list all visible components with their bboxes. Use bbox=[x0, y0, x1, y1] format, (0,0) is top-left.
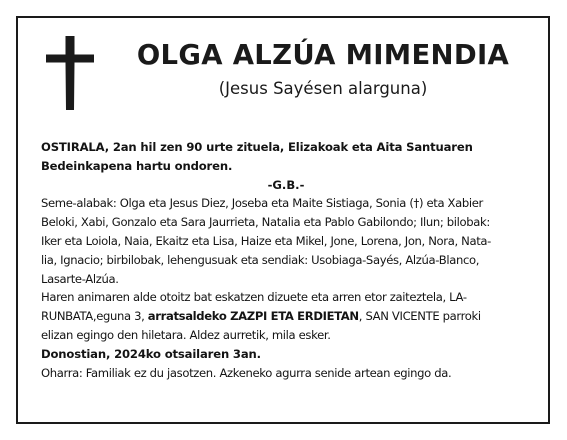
notice-body bbox=[41, 138, 531, 382]
family-line: Lasarte-Alzúa. bbox=[41, 271, 119, 286]
prayer-line: Haren animaren alde otoitz bat eskatzen dizuete eta arren etor zaiteztela, LA- bbox=[41, 290, 467, 305]
family-line: lia, Ignacio; birbilobak, lehengusuak eta sendiak: Usobiaga-Sayés, Alzúa-Blanco, bbox=[41, 252, 480, 267]
place-date: Donostian, 2024ko otsailaren 3an. bbox=[41, 346, 261, 361]
family-line: Iker eta Loiola, Naia, Ekaitz eta Lisa, Haize eta Mikel, Jone, Lorena, Jon, Nora, Nata- bbox=[41, 233, 491, 248]
family-line: Beloki, Xabi, Gonzalo eta Sara Jaurrieta, Natalia eta Pablo Gabilondo; Ilun; bilobak: bbox=[41, 215, 490, 230]
deceased-name: OLGA ALZÚA MIMENDIA bbox=[136, 39, 510, 71]
death-announcement-line: OSTIRALA, 2an hil zen 90 urte zituela, Elizakoak eta Aita Santuaren bbox=[41, 140, 473, 154]
death-announcement-line: Bedeinkapena hartu ondoren. bbox=[41, 158, 233, 173]
prayer-text: RUNBATA,eguna 3, bbox=[41, 309, 148, 324]
prayer-line: elizan egingo den hiletara. Aldez aurretik, mila esker. bbox=[41, 327, 331, 342]
latin-cross-icon bbox=[46, 36, 94, 110]
family-line: Seme-alabak: Olga eta Jesus Diez, Joseba eta Maite Sistiaga, Sonia (†) eta Xabier bbox=[41, 196, 483, 211]
prayer-text: , SAN VICENTE parroki bbox=[358, 309, 481, 324]
family-note: Oharra: Familiak ez du jasotzen. Azkeneko agurra senide artean egingo da. bbox=[41, 365, 452, 380]
prayer-line bbox=[41, 307, 531, 326]
gb-abbreviation: -G.B.- bbox=[267, 177, 305, 192]
relation-subtitle: (Jesus Sayésen alarguna) bbox=[218, 79, 428, 98]
funeral-time: arratsaldeko ZAZPI ETA ERDIETAN bbox=[147, 309, 359, 324]
